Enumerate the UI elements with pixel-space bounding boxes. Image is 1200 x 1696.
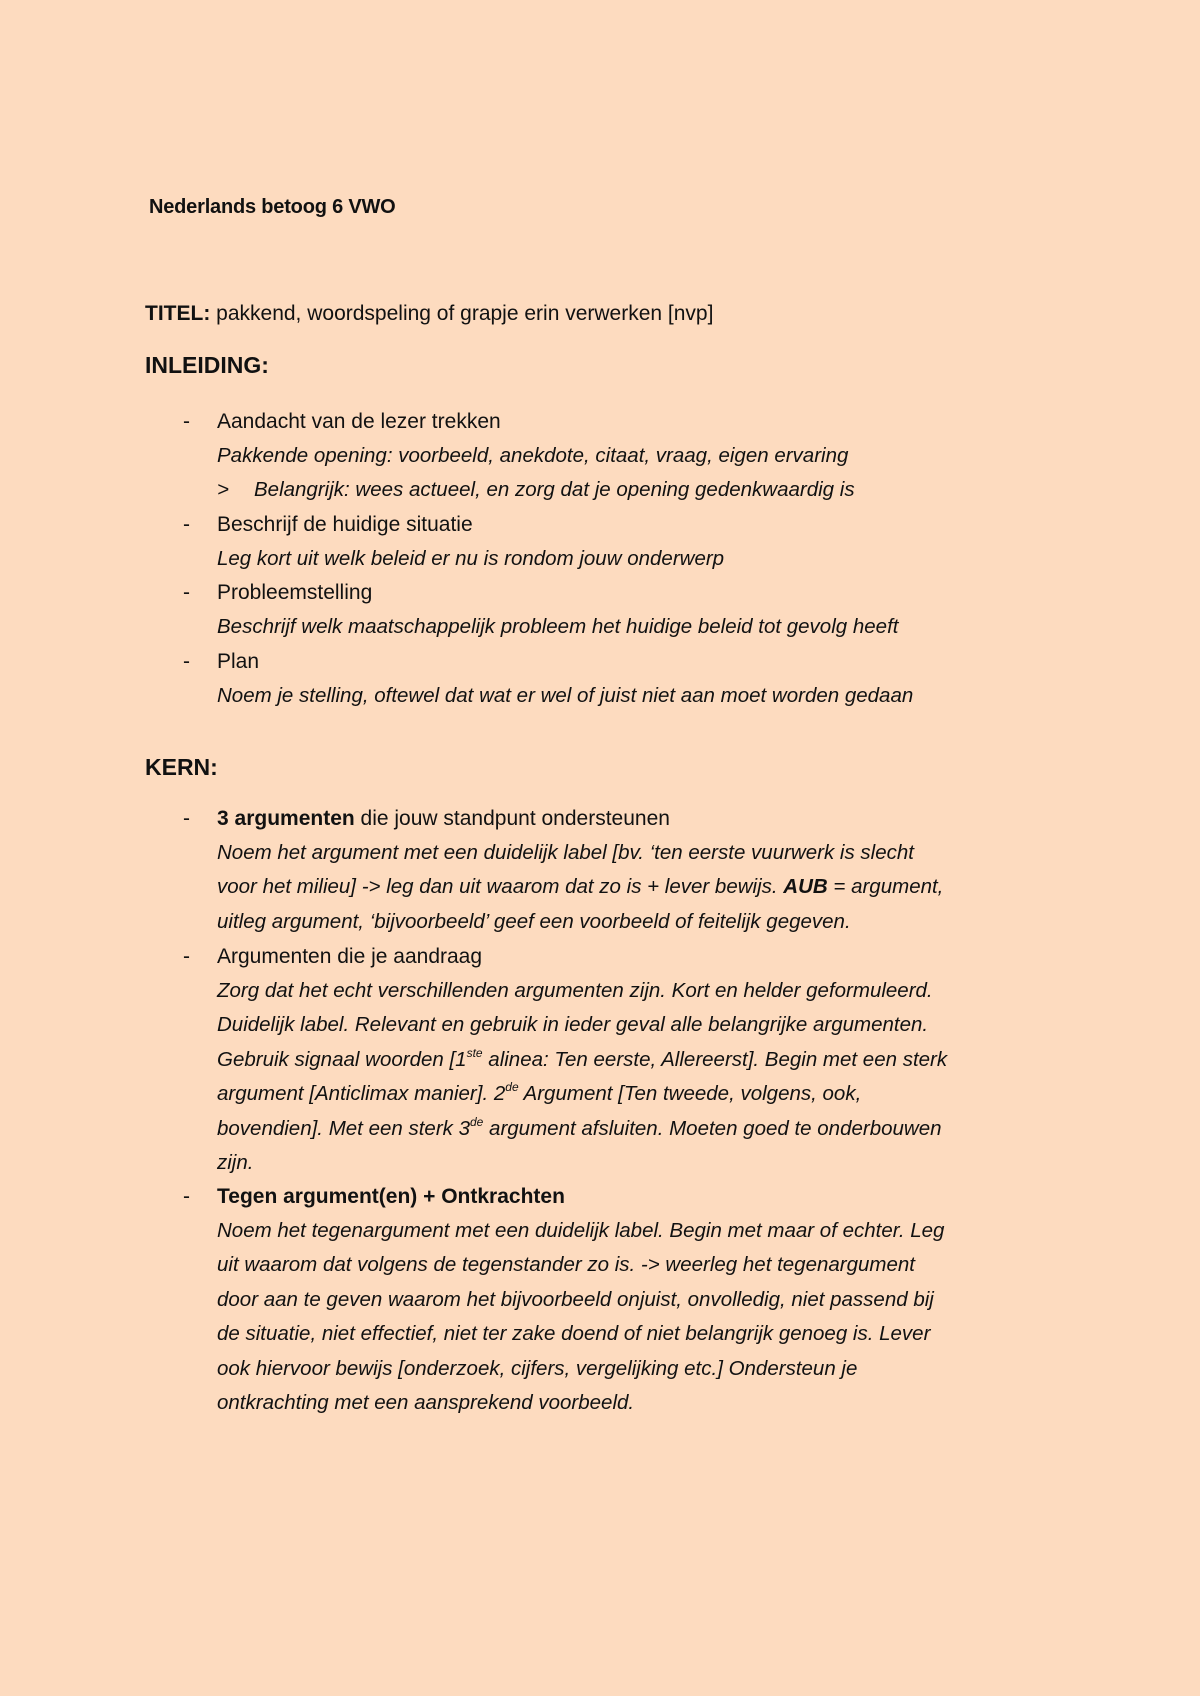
kern-item-line-part: voor het milieu] -> leg dan uit waarom dat zo is + lever bewijs.: [217, 875, 784, 898]
inleiding-item-sub: Belangrijk: wees actueel, en zorg dat je opening gedenkwaardig is: [254, 478, 855, 501]
inleiding-item-desc: Beschrijf welk maatschappelijk probleem het huidige beleid tot gevolg heeft: [217, 615, 899, 638]
kern-item-line-part: Gebruik signaal woorden [1: [217, 1048, 467, 1071]
kern-item-label: [217, 807, 670, 831]
kern-item-line-part: = argument,: [827, 875, 944, 898]
sub-marker: >: [217, 478, 229, 501]
kern-item-line: de situatie, niet effectief, niet ter zake doend of niet belangrijk genoeg is. Lever: [217, 1322, 931, 1345]
kern-item-line: door aan te geven waarom het bijvoorbeeld onjuist, onvolledig, niet passend bij: [217, 1288, 934, 1311]
kern-item-label-rest: die jouw standpunt ondersteunen: [354, 807, 670, 830]
kern-item-line: Zorg dat het echt verschillenden argumenten zijn. Kort en helder geformuleerd.: [217, 979, 933, 1002]
kern-item-line: zijn.: [217, 1151, 254, 1174]
list-marker: -: [183, 807, 190, 830]
kern-item-line: [217, 1082, 861, 1106]
list-marker: -: [183, 513, 190, 536]
kern-heading: KERN:: [145, 754, 218, 780]
kern-item-line: ook hiervoor bewijs [onderzoek, cijfers, vergelijking etc.] Ondersteun je: [217, 1357, 858, 1380]
list-marker: -: [183, 945, 190, 968]
inleiding-heading: INLEIDING:: [145, 352, 269, 378]
inleiding-item-label: Beschrijf de huidige situatie: [217, 513, 473, 536]
inleiding-item-label: Aandacht van de lezer trekken: [217, 410, 501, 433]
kern-item-line-part: Argument [Ten tweede, volgens, ook,: [518, 1082, 862, 1105]
ordinal-suffix: ste: [466, 1046, 483, 1060]
kern-item-label: Argumenten die je aandraag: [217, 945, 483, 968]
kern-item-label-bold: 3 argumenten: [217, 807, 355, 830]
inleiding-item-label: Plan: [217, 650, 260, 673]
kern-item-line-part: argument [Anticlimax manier]. 2: [217, 1082, 506, 1105]
kern-item-line-bold: AUB: [783, 875, 828, 898]
document-title: Nederlands betoog 6 VWO: [149, 196, 396, 218]
kern-item-label: Tegen argument(en) + Ontkrachten: [217, 1185, 565, 1208]
list-marker: -: [183, 581, 190, 604]
inleiding-item-desc: Noem je stelling, oftewel dat wat er wel of juist niet aan moet worden gedaan: [217, 684, 914, 707]
inleiding-item-desc: Pakkende opening: voorbeeld, anekdote, citaat, vraag, eigen ervaring: [217, 444, 849, 467]
kern-item-line-part: bovendien]. Met een sterk 3: [217, 1117, 470, 1140]
inleiding-item-desc: Leg kort uit welk beleid er nu is rondom jouw onderwerp: [217, 547, 725, 570]
titel-text: pakkend, woordspeling of grapje erin verwerken [nvp]: [210, 302, 714, 325]
kern-item-line: Noem het argument met een duidelijk label [bv. ‘ten eerste vuurwerk is slecht: [217, 841, 914, 864]
list-marker: -: [183, 1185, 190, 1208]
kern-item-line: Noem het tegenargument met een duidelijk label. Begin met maar of echter. Leg: [217, 1219, 945, 1242]
kern-item-line: [217, 1048, 947, 1072]
kern-item-line: [217, 875, 943, 899]
kern-item-line: uit waarom dat volgens de tegenstander zo is. -> weerleg het tegenargument: [217, 1253, 915, 1276]
ordinal-suffix: de: [505, 1080, 519, 1094]
list-marker: -: [183, 650, 190, 673]
kern-item-line: Duidelijk label. Relevant en gebruik in ieder geval alle belangrijke argumenten.: [217, 1013, 929, 1036]
titel-line: [145, 302, 713, 326]
kern-item-line: [217, 1117, 942, 1141]
kern-item-line-part: argument afsluiten. Moeten goed te onderbouwen: [483, 1117, 942, 1140]
list-marker: -: [183, 410, 190, 433]
ordinal-suffix: de: [470, 1115, 484, 1129]
kern-item-line-part: alinea: Ten eerste, Allereerst]. Begin met een sterk: [482, 1048, 948, 1071]
inleiding-item-label: Probleemstelling: [217, 581, 373, 604]
kern-item-line: uitleg argument, ‘bijvoorbeeld’ geef een voorbeeld of feitelijk gegeven.: [217, 910, 851, 933]
titel-label: TITEL:: [145, 302, 211, 325]
kern-item-line: ontkrachting met een aansprekend voorbeeld.: [217, 1391, 635, 1414]
